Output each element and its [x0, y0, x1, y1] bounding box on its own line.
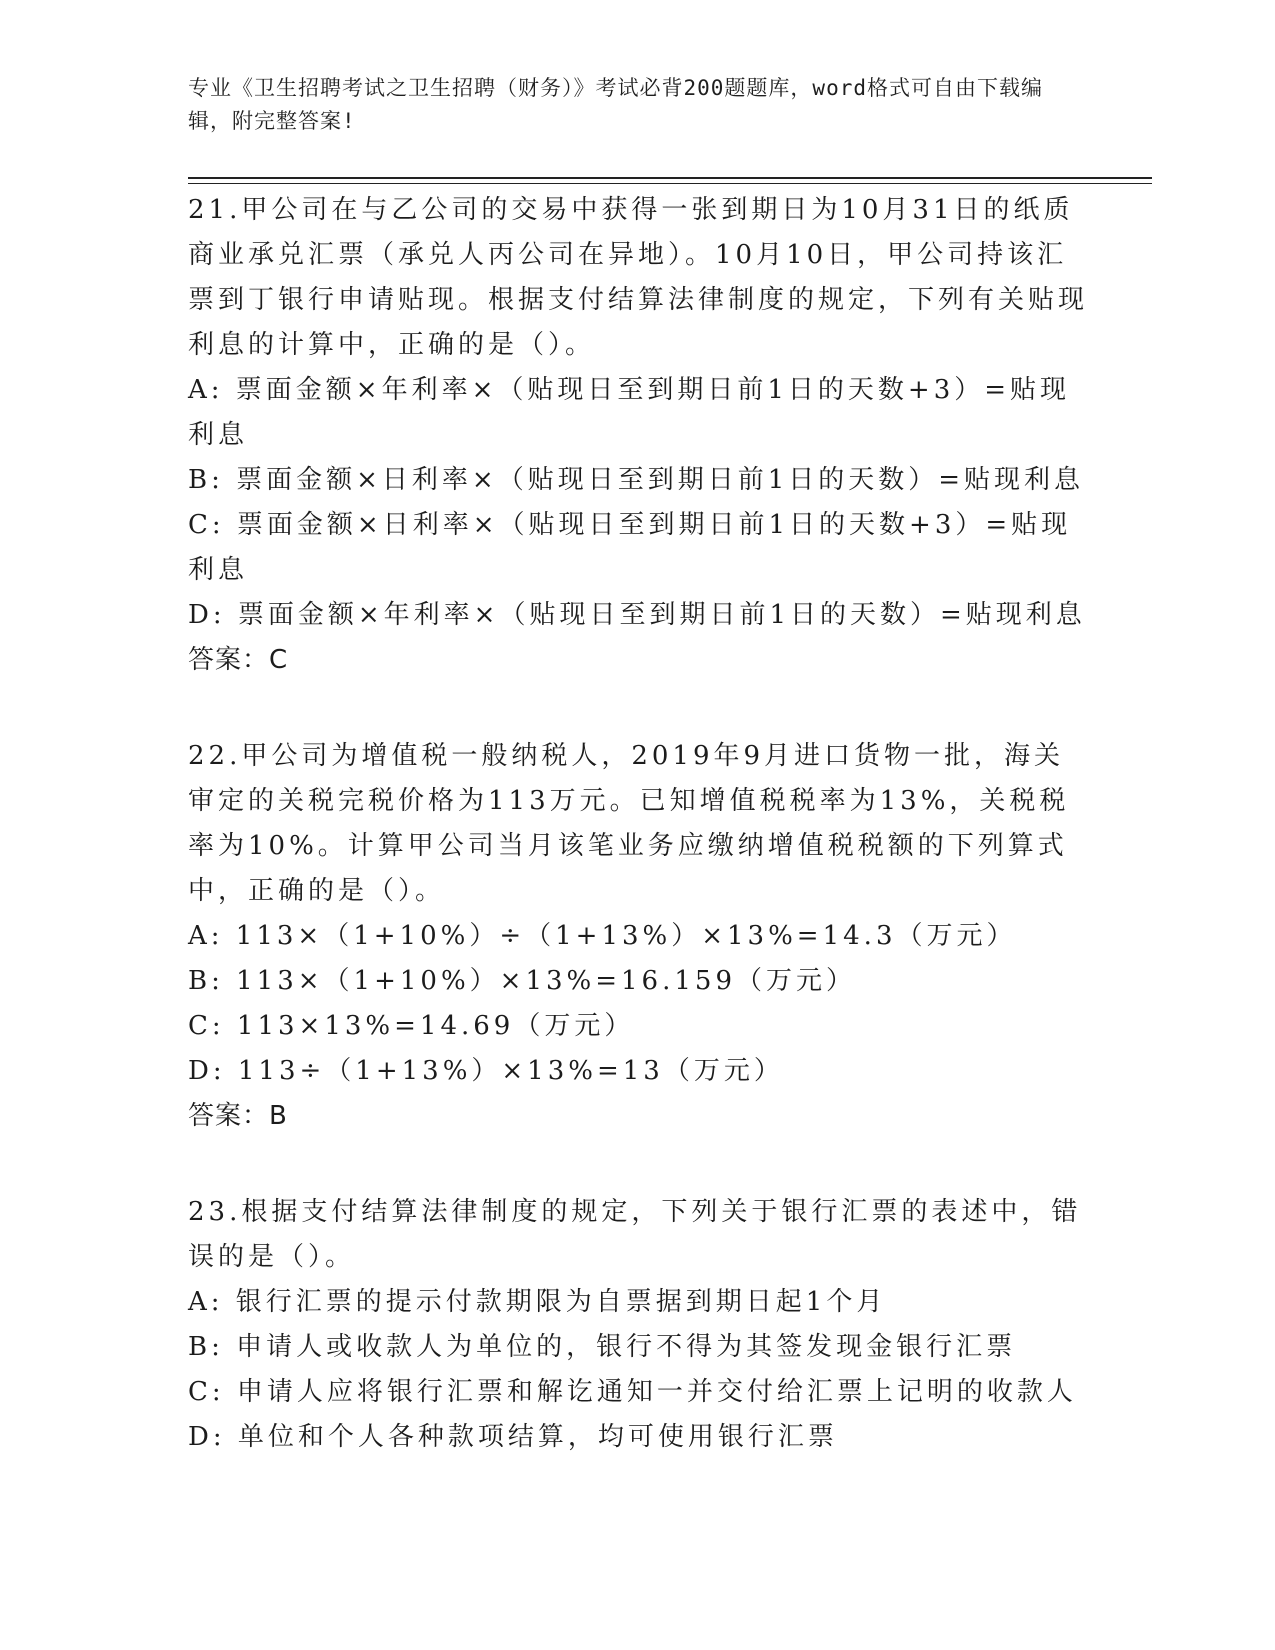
option-b: B: 113×（1+10%）×13%=16.159（万元） — [188, 966, 856, 996]
header-rule-thin — [188, 183, 1152, 184]
option-d: D: 113÷（1+13%）×13%=13（万元） — [188, 1056, 784, 1086]
question-22 — [188, 734, 1088, 1139]
option-a: A: 113×（1+10%）÷（1+13%）×13%=14.3（万元） — [188, 921, 1017, 951]
answer: 答案：B — [188, 1101, 288, 1131]
answer: 答案：C — [188, 645, 289, 675]
question-stem: 22.甲公司为增值税一般纳税人，2019年9月进口货物一批，海关审定的关税完税价格为113万元。已知增值税税率为13%，关税税率为10%。计算甲公司当月该笔业务应缴纳增值税税额的下列算式中，正确的是（）。 — [188, 741, 1070, 906]
option-a: A: 票面金额×年利率×（贴现日至到期日前1日的天数+3）=贴现利息 — [188, 375, 1071, 450]
question-23 — [188, 1190, 1088, 1460]
option-b: B: 申请人或收款人为单位的，银行不得为其签发现金银行汇票 — [188, 1332, 1017, 1362]
option-d: D: 单位和个人各种款项结算，均可使用银行汇票 — [188, 1422, 838, 1452]
question-21 — [188, 188, 1088, 683]
question-stem: 23.根据支付结算法律制度的规定，下列关于银行汇票的表述中，错误的是（）。 — [188, 1197, 1082, 1272]
option-c: C: 113×13%=14.69（万元） — [188, 1011, 635, 1041]
option-c: C: 申请人应将银行汇票和解讫通知一并交付给汇票上记明的收款人 — [188, 1377, 1077, 1407]
document-header: 专业《卫生招聘考试之卫生招聘（财务）》考试必背200题题库，word格式可自由下载编辑，附完整答案! — [188, 76, 1043, 133]
option-a: A: 银行汇票的提示付款期限为自票据到期日起1个月 — [188, 1287, 887, 1317]
question-stem: 21.甲公司在与乙公司的交易中获得一张到期日为10月31日的纸质商业承兑汇票（承兑人丙公司在异地）。10月10日，甲公司持该汇票到丁银行申请贴现。根据支付结算法律制度的规定，下列有关贴现利息的计算中，正确的是（）。 — [188, 195, 1089, 360]
option-b: B: 票面金额×日利率×（贴现日至到期日前1日的天数）=贴现利息 — [188, 465, 1085, 495]
option-d: D: 票面金额×年利率×（贴现日至到期日前1日的天数）=贴现利息 — [188, 600, 1086, 630]
header-rule-thick — [188, 177, 1152, 179]
option-c: C: 票面金额×日利率×（贴现日至到期日前1日的天数+3）=贴现利息 — [188, 510, 1072, 585]
